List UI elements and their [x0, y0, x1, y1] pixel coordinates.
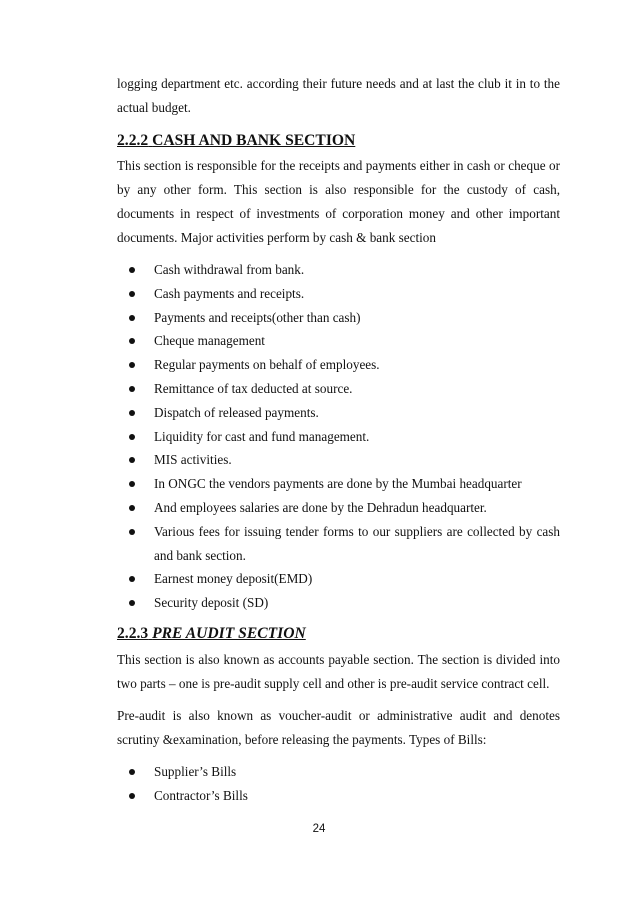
- bullet-icon: [129, 434, 135, 440]
- bullet-icon: [129, 291, 135, 297]
- bullet-icon: [129, 457, 135, 463]
- document-page: [117, 72, 560, 812]
- list-item-text: Regular payments on behalf of employees.: [154, 357, 380, 373]
- bullet-icon: [129, 267, 135, 273]
- list-item: [117, 306, 560, 330]
- bullet-icon: [129, 315, 135, 321]
- list-item-text: Contractor’s Bills: [154, 787, 248, 803]
- list-item-text: Cash payments and receipts.: [154, 285, 305, 301]
- pre-audit-paragraph-2: Pre-audit is also known as voucher-audit or administrative audit and denotes scrutiny &examination, before releasing the payments. Types of Bills:: [117, 707, 560, 747]
- list-item-text: In ONGC the vendors payments are done by the Mumbai headquarter: [154, 476, 522, 492]
- list-item: [117, 472, 560, 496]
- list-item: [117, 760, 560, 784]
- list-item-text: Various fees for issuing tender forms to our suppliers are collected by cash and bank section.: [154, 523, 560, 563]
- pre-audit-paragraph-1: This section is also known as accounts payable section. The section is divided into two parts – one is pre-audit supply cell and other is pre-audit service contract cell.: [117, 651, 560, 691]
- list-item: [117, 282, 560, 306]
- list-item-text: MIS activities.: [154, 452, 232, 468]
- list-item-text: Payments and receipts(other than cash): [154, 309, 361, 325]
- list-item: [117, 425, 560, 449]
- list-item-text: Supplier’s Bills: [154, 763, 237, 779]
- intro-paragraph: logging department etc. according their future needs and at last the club it in to the actual budget.: [117, 76, 560, 115]
- list-item-text: Remittance of tax deducted at source.: [154, 380, 353, 396]
- list-item-text: Cheque management: [154, 333, 265, 349]
- list-item: [117, 520, 560, 568]
- list-item-text: Dispatch of released payments.: [154, 404, 319, 420]
- bullet-icon: [129, 362, 135, 368]
- bullet-icon: [129, 600, 135, 606]
- list-item: [117, 329, 560, 353]
- bullet-icon: [129, 505, 135, 511]
- list-item: [117, 258, 560, 282]
- list-item: [117, 591, 560, 615]
- list-item-text: Earnest money deposit(EMD): [154, 571, 313, 587]
- list-item-text: Security deposit (SD): [154, 595, 269, 611]
- bullet-icon: [129, 793, 135, 799]
- bullet-icon: [129, 410, 135, 416]
- section-heading-pre-audit: [117, 623, 560, 645]
- section-title: CASH AND BANK SECTION: [152, 132, 356, 149]
- list-item: [117, 496, 560, 520]
- list-item-text: Cash withdrawal from bank.: [154, 262, 305, 277]
- list-item: [117, 784, 560, 808]
- list-item: [117, 353, 560, 377]
- list-item-text: Liquidity for cast and fund management.: [154, 428, 370, 444]
- bullet-icon: [129, 576, 135, 582]
- bullet-icon: [129, 386, 135, 392]
- list-item: [117, 401, 560, 425]
- list-item: [117, 448, 560, 472]
- cash-bank-activities-list: [117, 258, 560, 615]
- section-title: PRE AUDIT SECTION: [152, 624, 306, 642]
- section-heading-cash-bank: [117, 130, 560, 152]
- bullet-icon: [129, 338, 135, 344]
- bullet-icon: [129, 529, 135, 535]
- page-number: 24: [312, 823, 326, 835]
- section-number: 2.2.3: [117, 624, 149, 642]
- list-item-text: And employees salaries are done by the Dehradun headquarter.: [154, 499, 487, 515]
- section-number: 2.2.2: [117, 132, 149, 149]
- bullet-icon: [129, 481, 135, 487]
- cash-bank-paragraph: This section is responsible for the receipts and payments either in cash or cheque or by any other form. This section is also responsible for the custody of cash, documents in respect of investments of corporation money and other important documents. Major activities perform by cash & bank section: [117, 158, 560, 245]
- bill-types-list: [117, 760, 560, 808]
- list-item: [117, 567, 560, 591]
- bullet-icon: [129, 769, 135, 775]
- list-item: [117, 377, 560, 401]
